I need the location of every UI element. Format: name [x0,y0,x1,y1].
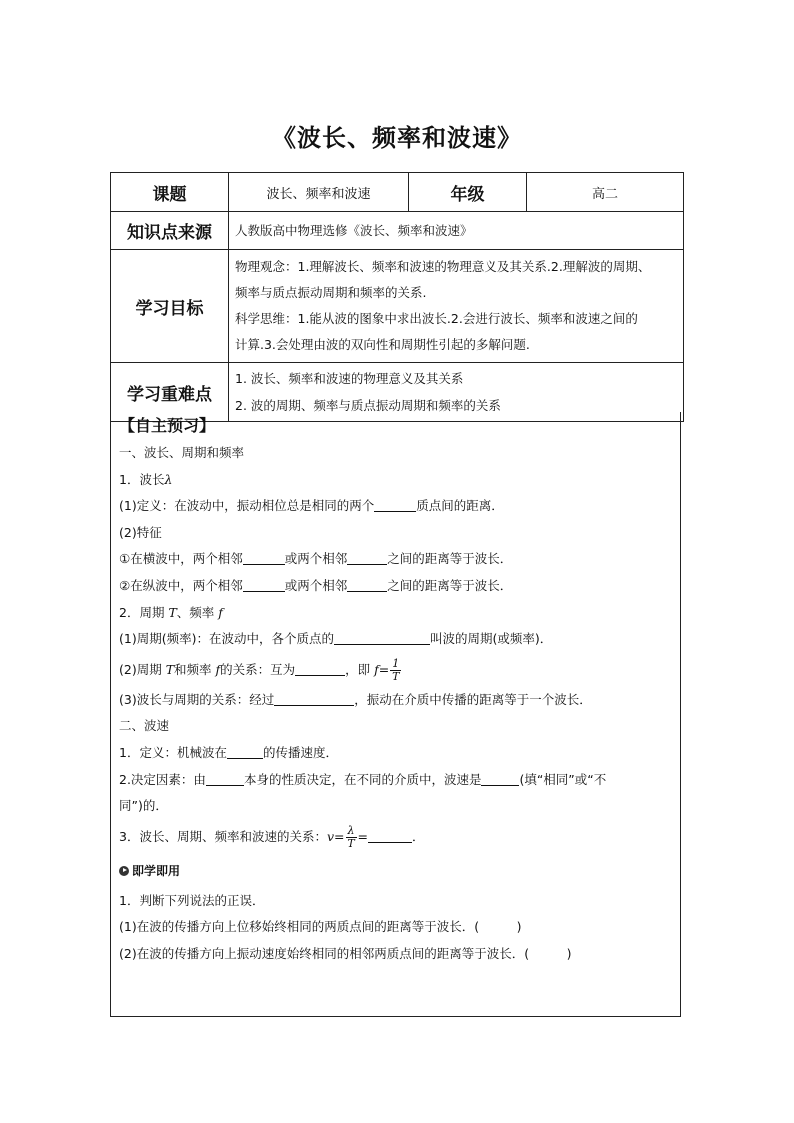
grade-label: 年级 [409,173,527,212]
goals-line: 计算.3.会处理由波的双向性和周期性引起的多解问题. [235,337,530,352]
goals-label: 学习目标 [111,250,229,363]
fill-blank [481,771,519,786]
fraction-lambda-over-t: $\frac{\lambda}{T}$ [347,823,355,850]
fill-blank [227,744,263,759]
fill-blank [274,691,354,706]
feature-line: ①在横波中，两个相邻 或两个相邻 之间的距离等于波长． [119,551,513,567]
subsection-heading: 2．周期 T、频率 f [119,604,223,620]
speed-factor-line-cont: 同”)的． [119,798,168,814]
features-heading: (2)特征 [119,524,162,540]
play-circle-icon [119,866,129,876]
question-item: (1)在波的传播方向上位移始终相同的两质点间的距离等于波长．( ) [119,919,522,935]
practice-heading: 即学即用 [119,854,672,888]
source-label: 知识点来源 [111,212,229,250]
speed-definition-line: 1．定义：机械波在 的传播速度． [119,744,338,760]
goals-line: 科学思维：1.能从波的图象中求出波长.2.会进行波长、频率和波速之间的 [235,311,638,326]
fraction-one-over-t: $\frac{1}{T}$ [392,656,400,683]
key-points-label: 学习重难点 [111,363,229,422]
goals-line: 频率与质点振动周期和频率的关系. [235,285,427,300]
fill-blank [368,828,412,843]
question-item: (2)在波的传播方向上振动速度始终相同的相邻两质点间的距离等于波长．( ) [119,945,572,961]
period-frequency-line: (2)周期 T和频率 f的关系：互为 ，即 f= $\frac{1}{T}$ [119,656,400,683]
fill-blank [295,661,345,676]
question: 1．判断下列说法的正误． [119,892,265,908]
preview-section [110,412,681,1017]
definition-line: (1)定义：在波动中，振动相位总是相同的两个 质点间的距离． [119,498,504,514]
relation-line: 3．波长、周期、频率和波速的关系：v= $\frac{\lambda}{T}$ = ． [119,823,425,850]
preview-heading: 【自主预习】 [119,416,216,435]
document-title: 《波长、频率和波速》 [272,124,522,152]
period-line: (1)周期(频率)：在波动中，各个质点的 叫波的周期(或频率)． [119,631,553,647]
wavelength-period-line: (3)波长与周期的关系：经过 ，振动在介质中传播的距离等于一个波长． [119,691,592,707]
source-value: 人教版高中物理选修《波长、频率和波速》 [229,212,684,250]
section-heading: 二、波速 [119,718,170,734]
key-point: 2. 波的周期、频率与质点振动周期和频率的关系 [235,398,501,413]
info-table [110,172,684,422]
fill-blank [374,497,416,512]
speed-factor-line: 2.决定因素：由 本身的性质决定，在不同的介质中，波速是 (填“相同”或“不 [119,771,607,787]
fill-blank [206,771,244,786]
key-point: 1. 波长、频率和波速的物理意义及其关系 [235,371,464,386]
section-heading: 一、波长、周期和频率 [119,445,245,460]
goals-value [229,250,684,363]
feature-line: ②在纵波中，两个相邻 或两个相邻 之间的距离等于波长． [119,577,513,593]
topic-value: 波长、频率和波速 [229,173,409,212]
goals-line: 物理观念：1.理解波长、频率和波速的物理意义及其关系.2.理解波的周期、 [235,259,651,274]
fill-blank [243,550,285,565]
grade-value: 高二 [527,173,684,212]
topic-label: 课题 [111,173,229,212]
fill-blank [334,630,430,645]
fill-blank [347,577,387,592]
fill-blank [243,577,285,592]
subsection-heading: 1．波长λ [119,471,173,487]
fill-blank [347,550,387,565]
